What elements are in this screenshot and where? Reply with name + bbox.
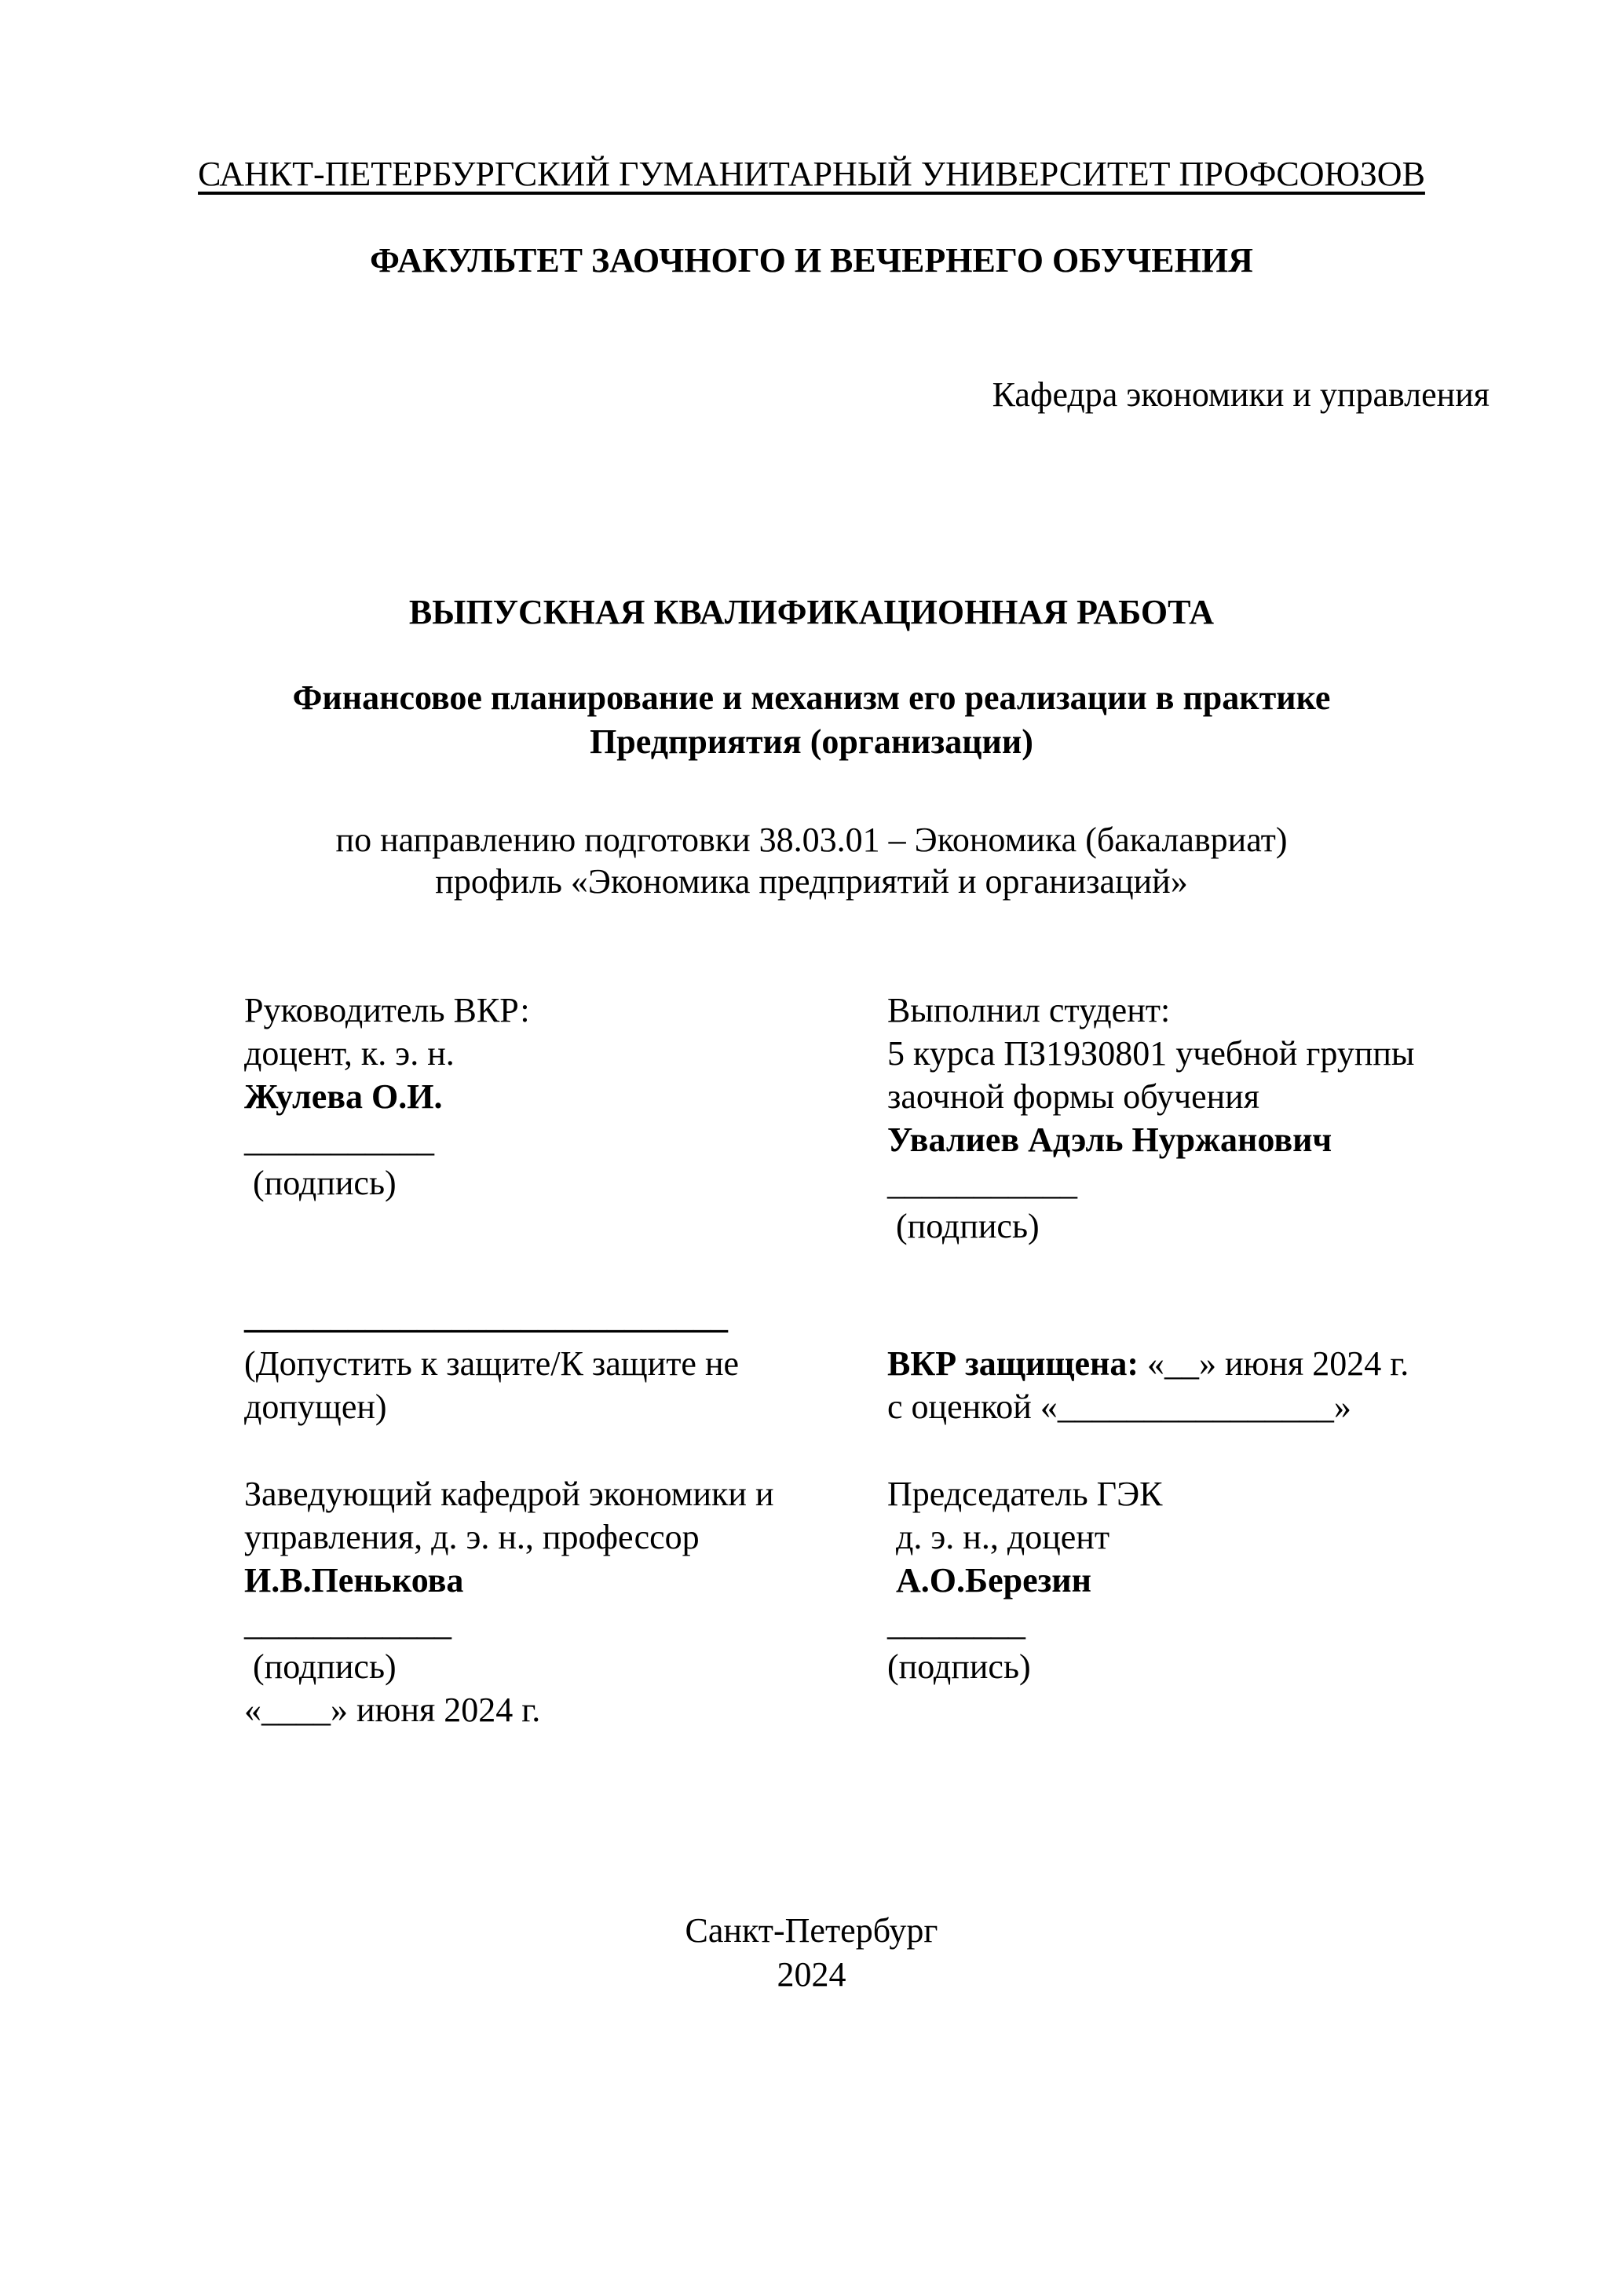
head-of-department-signature-caption: (подпись) [244,1647,397,1686]
department-name: Кафедра экономики и управления [992,375,1490,414]
gek-chair-degree: д. э. н., доцент [887,1518,1110,1556]
defense-date-row [887,1343,1409,1385]
study-profile: профиль «Экономика предприятий и организаций» [435,862,1188,901]
gek-chair-signature-caption: (подпись) [887,1647,1031,1686]
thesis-title-line1: Финансовое планирование и механизм его реализации в практике [292,678,1331,717]
student-study-form: заочной формы обучения [887,1077,1259,1116]
student-label: Выполнил студент: [887,991,1171,1029]
defense-label: ВКР защищена: [887,1344,1139,1383]
supervisor-signature-caption: (подпись) [244,1164,397,1202]
head-of-department-date: «____» июня 2024 г. [244,1691,541,1729]
student-signature-caption: (подпись) [887,1207,1040,1245]
study-direction: по направлению подготовки 38.03.01 – Экономика (бакалавриат) [335,821,1288,859]
admission-text-line1: (Допустить к защите/К защите не [244,1344,740,1383]
university-name: САНКТ-ПЕТЕРБУРГСКИЙ ГУМАНИТАРНЫЙ УНИВЕРСИТЕТ ПРОФСОЮЗОВ [198,155,1425,193]
gek-chair-signature-line: ________ [887,1604,1025,1643]
defense-date: «__» июня 2024 г. [1139,1344,1409,1383]
supervisor-name: Жулева О.И. [244,1077,443,1116]
admission-line: ____________________________ [244,1297,728,1336]
thesis-type: ВЫПУСКНАЯ КВАЛИФИКАЦИОННАЯ РАБОТА [408,593,1215,631]
faculty-name: ФАКУЛЬТЕТ ЗАОЧНОГО И ВЕЧЕРНЕГО ОБУЧЕНИЯ [370,241,1253,280]
supervisor-degree: доцент, к. э. н. [244,1034,455,1073]
gek-chair-name: А.О.Березин [887,1561,1092,1600]
footer-city: Санкт-Петербург [685,1911,938,1950]
head-of-department-signature-line: ____________ [244,1604,451,1643]
admission-text-line2: допущен) [244,1387,387,1426]
supervisor-label: Руководитель ВКР: [244,991,530,1029]
head-of-department-name: И.В.Пенькова [244,1561,464,1600]
student-name: Увалиев Адэль Нуржанович [887,1121,1332,1159]
head-of-department-line2: управления, д. э. н., профессор [244,1518,700,1556]
gek-chair-label: Председатель ГЭК [887,1475,1163,1513]
defense-grade: с оценкой «________________» [887,1387,1351,1426]
footer-year: 2024 [777,1955,846,1994]
supervisor-signature-line: ___________ [244,1121,434,1159]
student-signature-line: ___________ [887,1164,1077,1202]
thesis-title-line2: Предприятия (организации) [590,722,1033,761]
student-course-group: 5 курса ПЗ19З0801 учебной группы [887,1034,1415,1073]
head-of-department-line1: Заведующий кафедрой экономики и [244,1475,774,1513]
